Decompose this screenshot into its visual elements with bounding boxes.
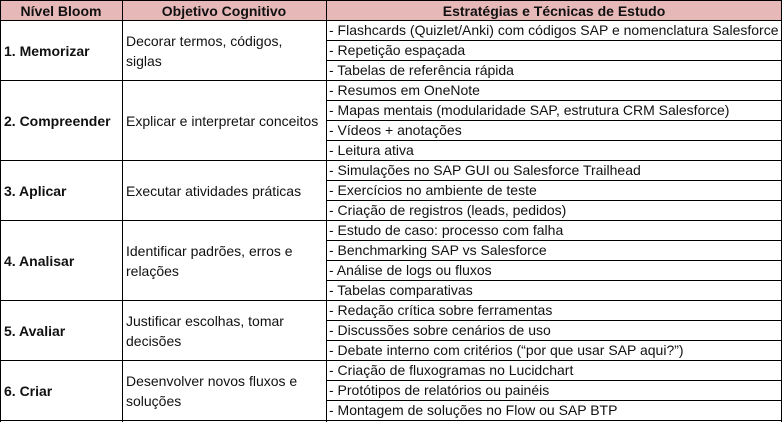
strategy-item: - Resumos em OneNote (326, 81, 782, 101)
strategy-item: - Tabelas de referência rápida (329, 62, 514, 78)
cognitive-objective: Explicar e interpretar conceitos (126, 112, 319, 129)
strategy-item: - Montagem de soluções no Flow ou SAP BTP (329, 402, 618, 418)
cognitive-objective: Identificar padrões, erros e relações (126, 242, 293, 279)
table-row (0, 221, 782, 301)
strategy-item: - Análise de logs ou fluxos (326, 261, 782, 281)
table-row (0, 21, 782, 81)
header-strategies: Estratégias e Técnicas de Estudo (442, 3, 666, 19)
bloom-level: 6. Criar (4, 382, 53, 399)
header-objective: Objetivo Cognitivo (161, 3, 287, 19)
cognitive-objective: Executar atividades práticas (126, 182, 302, 199)
column-divider-2 (326, 0, 327, 422)
strategy-item: - Redação crítica sobre ferramentas (326, 301, 782, 321)
strategy-item: - Exercícios no ambiente de teste (326, 181, 782, 201)
cognitive-objective: Justificar escolhas, tomar decisões (126, 312, 284, 349)
bloom-level: 3. Aplicar (4, 182, 67, 199)
column-divider-1 (122, 0, 123, 422)
bloom-level: 4. Analisar (4, 252, 75, 269)
table-row (0, 81, 782, 161)
strategy-item: - Vídeos + anotações (326, 121, 782, 141)
cognitive-objective: Desenvolver novos fluxos e soluções (126, 372, 298, 409)
strategy-item: - Debate interno com critérios (“por que usar SAP aqui?”) (329, 342, 684, 358)
table-row (0, 161, 782, 221)
bloom-level: 2. Compreender (4, 112, 111, 129)
strategy-item: - Mapas mentais (modularidade SAP, estrutura CRM Salesforce) (326, 101, 782, 121)
strategy-item: - Simulações no SAP GUI ou Salesforce Trailhead (326, 161, 782, 181)
cognitive-objective: Decorar termos, códigos, siglas (126, 32, 283, 69)
strategy-item: - Estudo de caso: processo com falha (326, 221, 782, 241)
strategy-item: - Benchmarking SAP vs Salesforce (326, 241, 782, 261)
strategy-item: - Leitura ativa (329, 142, 414, 158)
border-left (0, 0, 1, 422)
strategy-item: - Tabelas comparativas (329, 282, 473, 298)
strategy-item: - Criação de registros (leads, pedidos) (329, 202, 567, 218)
strategy-item: - Protótipos de relatórios ou painéis (326, 381, 782, 401)
bloom-level: 5. Avaliar (4, 322, 66, 339)
strategy-item: - Discussões sobre cenários de uso (326, 321, 782, 341)
strategy-item: - Flashcards (Quizlet/Anki) com códigos SAP e nomenclatura Salesforce (326, 21, 782, 41)
border-right (781, 0, 782, 422)
header-level: Nível Bloom (20, 3, 102, 19)
table-header (0, 0, 782, 21)
strategy-item: - Criação de fluxogramas no Lucidchart (326, 361, 782, 381)
strategy-item: - Repetição espaçada (326, 41, 782, 61)
table-row (0, 301, 782, 361)
table-row (0, 361, 782, 421)
bloom-level: 1. Memorizar (4, 42, 90, 59)
